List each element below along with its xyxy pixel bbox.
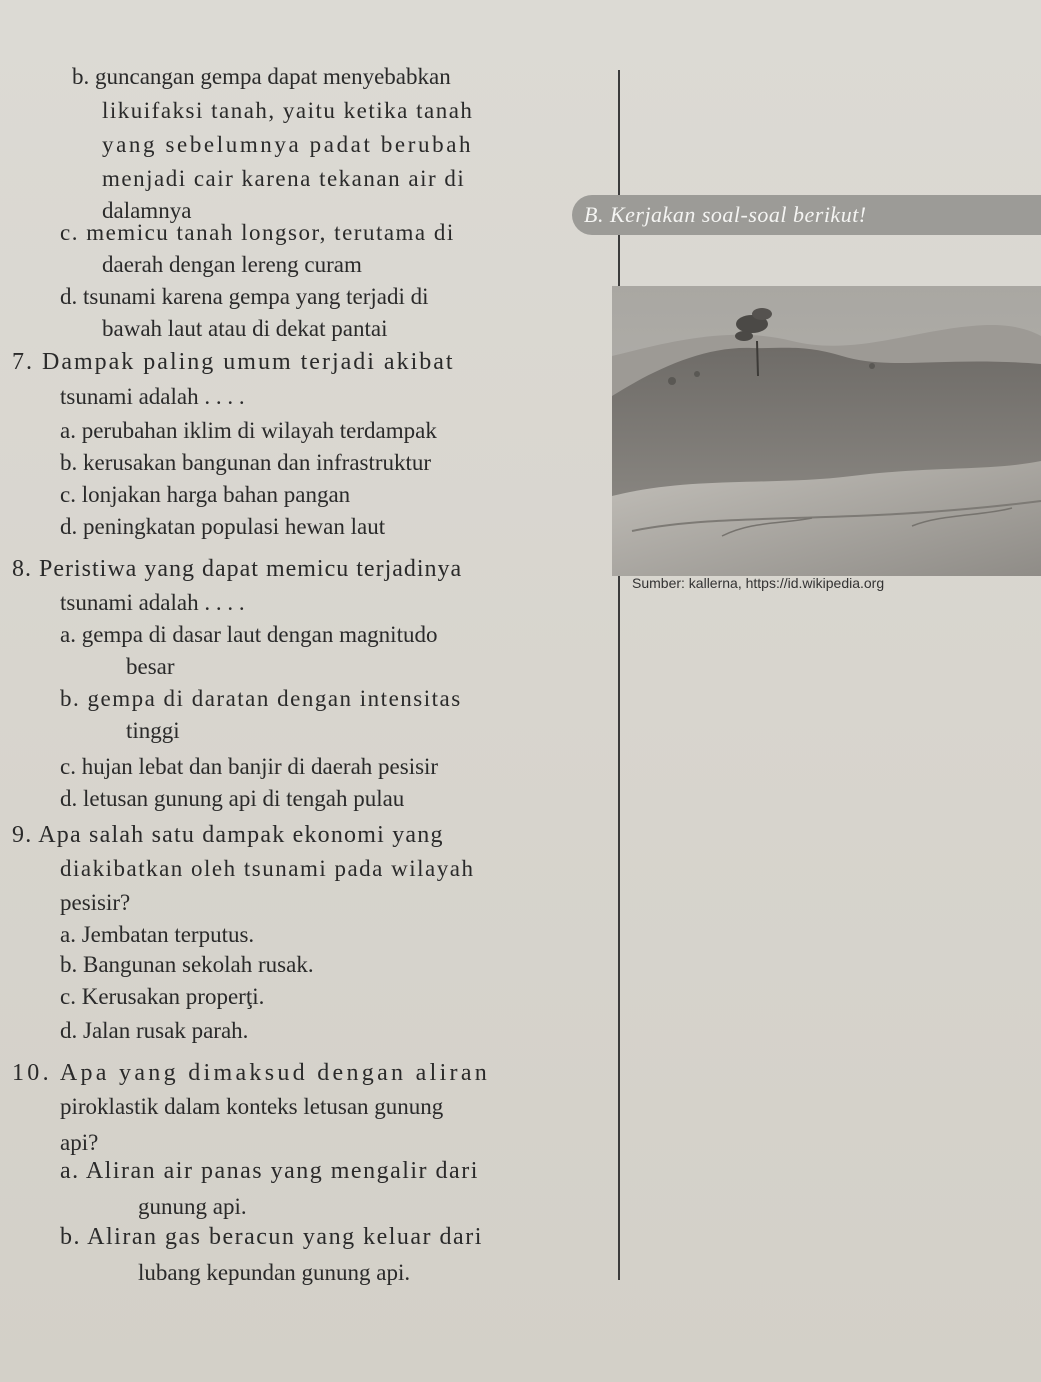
- text-line: tsunami adalah . . . .: [60, 590, 245, 615]
- text-line: d. tsunami karena gempa yang terjadi di: [60, 284, 429, 309]
- option-c: c. Kerusakan properţi.: [60, 984, 265, 1009]
- option-c: c. lonjakan harga bahan pangan: [60, 482, 351, 507]
- option-d: d. peningkatan populasi hewan laut: [60, 514, 386, 539]
- option-c: c. hujan lebat dan banjir di daerah pesisir: [60, 754, 439, 779]
- text-line: menjadi cair karena tekanan air di: [102, 166, 466, 191]
- text-line: bawah laut atau di dekat pantai: [102, 316, 388, 341]
- question-7: 7. Dampak paling umum terjadi akibat: [12, 349, 455, 375]
- text-line: b. guncangan gempa dapat menyebabkan: [72, 64, 451, 89]
- question-8: 8. Peristiwa yang dapat memicu terjadinya: [12, 556, 463, 582]
- question-9: 9. Apa salah satu dampak ekonomi yang: [12, 822, 444, 848]
- option-a: a. Aliran air panas yang mengalir dari: [60, 1158, 479, 1184]
- option-b: b. kerusakan bangunan dan infrastruktur: [60, 450, 432, 475]
- text-line: yang sebelumnya padat berubah: [102, 132, 474, 157]
- option-a: a. gempa di dasar laut dengan magnitudo: [60, 622, 438, 647]
- text-line: c. memicu tanah longsor, terutama di: [60, 220, 455, 245]
- text-line: daerah dengan lereng curam: [102, 252, 362, 277]
- section-b-title: B. Kerjakan soal-soal berikut!: [572, 195, 1041, 235]
- option-d: d. letusan gunung api di tengah pulau: [60, 786, 405, 811]
- text-line: tinggi: [126, 718, 180, 743]
- text-line: diakibatkan oleh tsunami pada wilayah: [60, 856, 475, 881]
- text-line: piroklastik dalam konteks letusan gunung: [60, 1094, 444, 1119]
- option-b: b. Aliran gas beracun yang keluar dari: [60, 1224, 483, 1250]
- option-a: a. perubahan iklim di wilayah terdampak: [60, 418, 437, 443]
- text-line: pesisir?: [60, 890, 131, 915]
- text-line: api?: [60, 1130, 99, 1155]
- option-d: d. Jalan rusak parah.: [60, 1018, 249, 1043]
- question-10: 10. Apa yang dimaksud dengan aliran: [12, 1060, 491, 1086]
- option-b: b. Bangunan sekolah rusak.: [60, 952, 314, 977]
- option-b: b. gempa di daratan dengan intensitas: [60, 686, 462, 711]
- text-line: gunung api.: [138, 1194, 247, 1219]
- column-divider: [618, 70, 620, 1280]
- sand-dune-photo: [612, 286, 1041, 576]
- option-a: a. Jembatan terputus.: [60, 922, 255, 947]
- text-line: tsunami adalah . . . .: [60, 384, 245, 409]
- text-line: besar: [126, 654, 175, 679]
- text-line: dalamnya: [102, 198, 192, 223]
- photo-caption: Sumber: kallerna, https://id.wikipedia.org: [632, 575, 885, 591]
- text-line: lubang kepundan gunung api.: [138, 1260, 411, 1285]
- text-line: likuifaksi tanah, yaitu ketika tanah: [102, 98, 474, 123]
